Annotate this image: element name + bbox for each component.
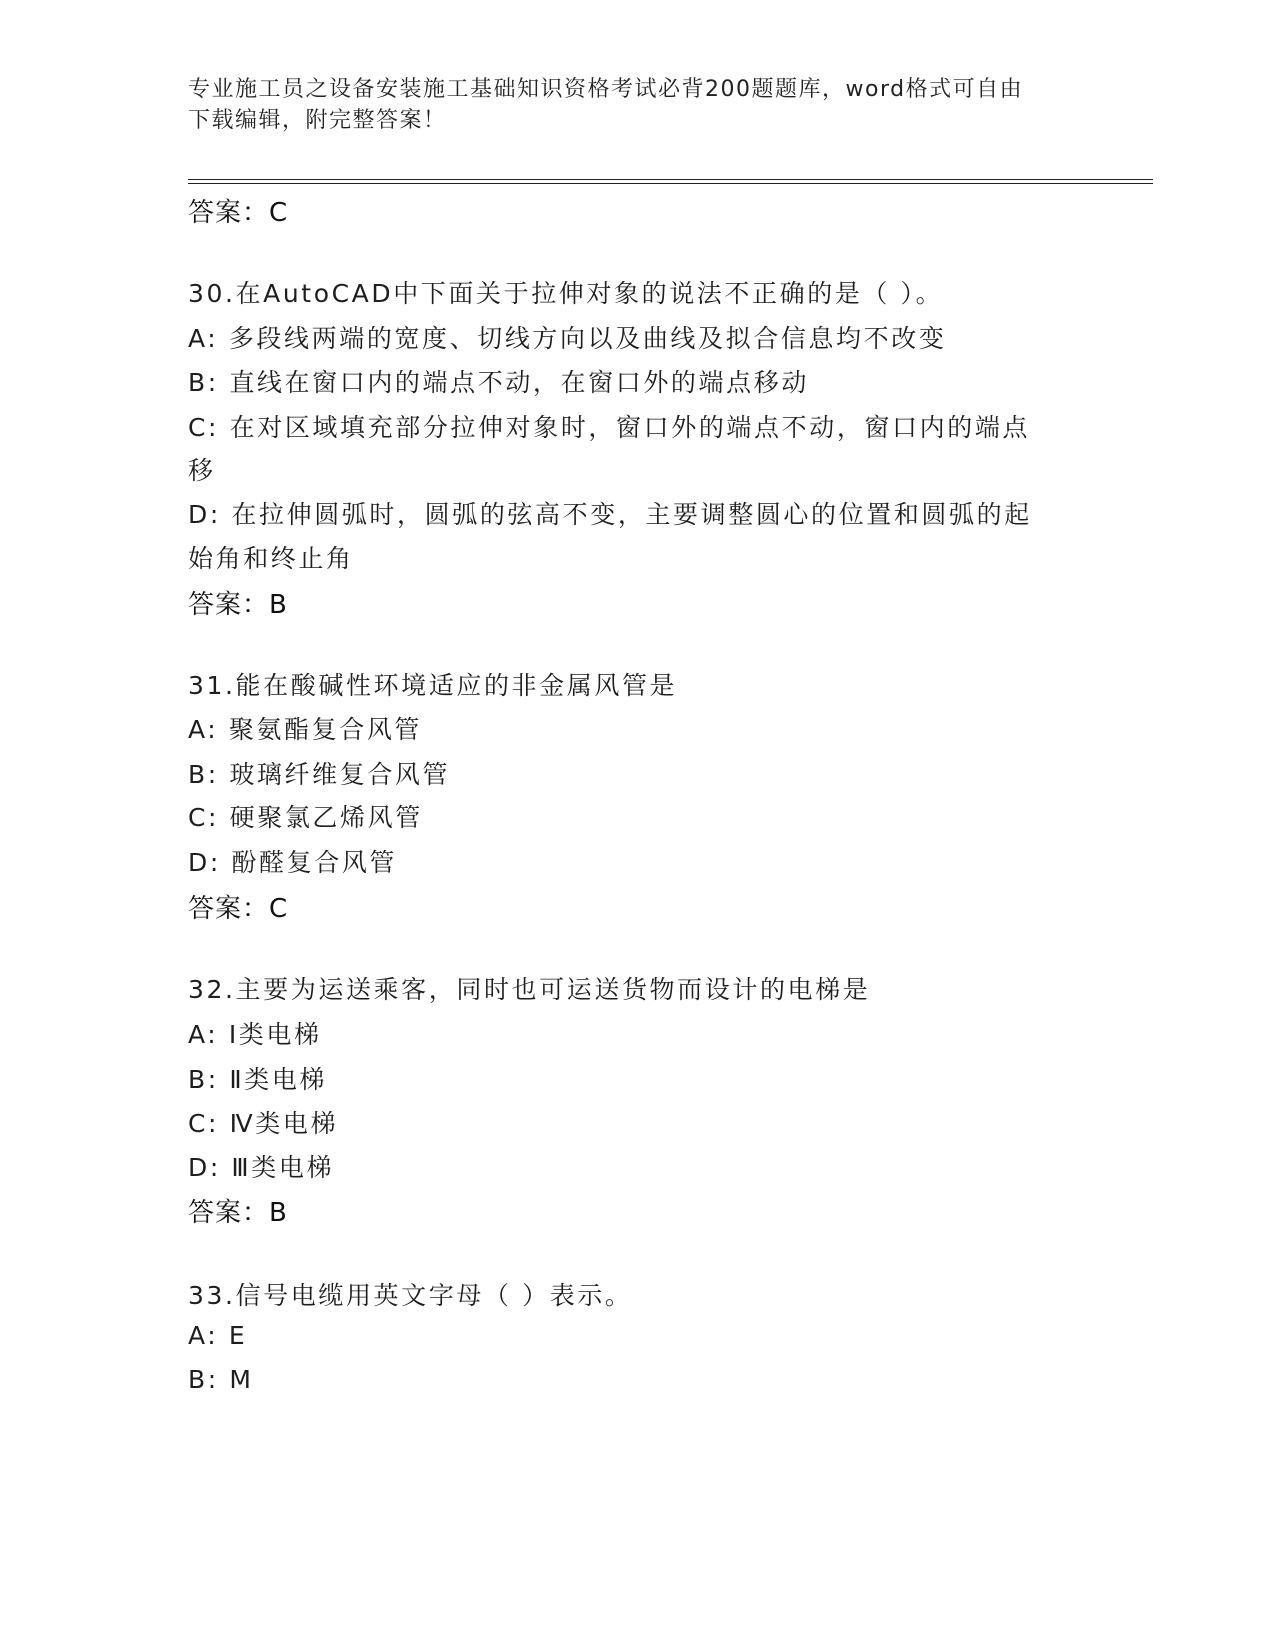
question-30-option-c: C: 在对区域填充部分拉伸对象时，窗口外的端点不动，窗口内的端点 xyxy=(188,413,1031,442)
question-32-option-c: C: Ⅳ类电梯 xyxy=(188,1109,339,1138)
question-32-option-b: B: Ⅱ类电梯 xyxy=(188,1065,328,1094)
question-33-option-b: B: M xyxy=(188,1365,254,1394)
question-31-option-b: B: 玻璃纤维复合风管 xyxy=(188,760,451,789)
question-32-option-d: D: Ⅲ类电梯 xyxy=(188,1153,335,1182)
question-30-option-b: B: 直线在窗口内的端点不动，在窗口外的端点移动 xyxy=(188,368,809,397)
header-line-1: 专业施工员之设备安装施工基础知识资格考试必背200题题库，word格式可自由 xyxy=(188,77,1024,102)
question-30-option-a: A: 多段线两端的宽度、切线方向以及曲线及拟合信息均不改变 xyxy=(188,324,947,353)
question-33-stem: 33.信号电缆用英文字母（ ）表示。 xyxy=(188,1281,633,1310)
question-30-stem: 30.在AutoCAD中下面关于拉伸对象的说法不正确的是（ ）。 xyxy=(188,279,944,308)
question-31-answer: 答案：C xyxy=(188,894,289,924)
previous-answer: 答案：C xyxy=(188,198,289,228)
question-31-option-c: C: 硬聚氯乙烯风管 xyxy=(188,803,423,832)
question-32-option-a: A: I类电梯 xyxy=(188,1020,322,1049)
header-divider-bottom xyxy=(188,183,1153,184)
header-line-2: 下载编辑，附完整答案！ xyxy=(188,108,447,133)
question-30-option-c-cont: 移 xyxy=(188,456,216,485)
question-30-option-d: D: 在拉伸圆弧时，圆弧的弦高不变，主要调整圆心的位置和圆弧的起 xyxy=(188,500,1032,529)
question-32-stem: 32.主要为运送乘客，同时也可运送货物而设计的电梯是 xyxy=(188,975,871,1004)
question-32-answer: 答案：B xyxy=(188,1198,288,1228)
question-31-stem: 31.能在酸碱性环境适应的非金属风管是 xyxy=(188,671,678,700)
document-header xyxy=(188,74,1088,136)
question-31-option-a: A: 聚氨酯复合风管 xyxy=(188,715,423,744)
question-33-option-a: A: E xyxy=(188,1321,248,1350)
header-divider-top xyxy=(188,179,1153,180)
question-30-answer: 答案：B xyxy=(188,590,288,620)
question-31-option-d: D: 酚醛复合风管 xyxy=(188,848,398,877)
question-30-option-d-cont: 始角和终止角 xyxy=(188,544,354,573)
